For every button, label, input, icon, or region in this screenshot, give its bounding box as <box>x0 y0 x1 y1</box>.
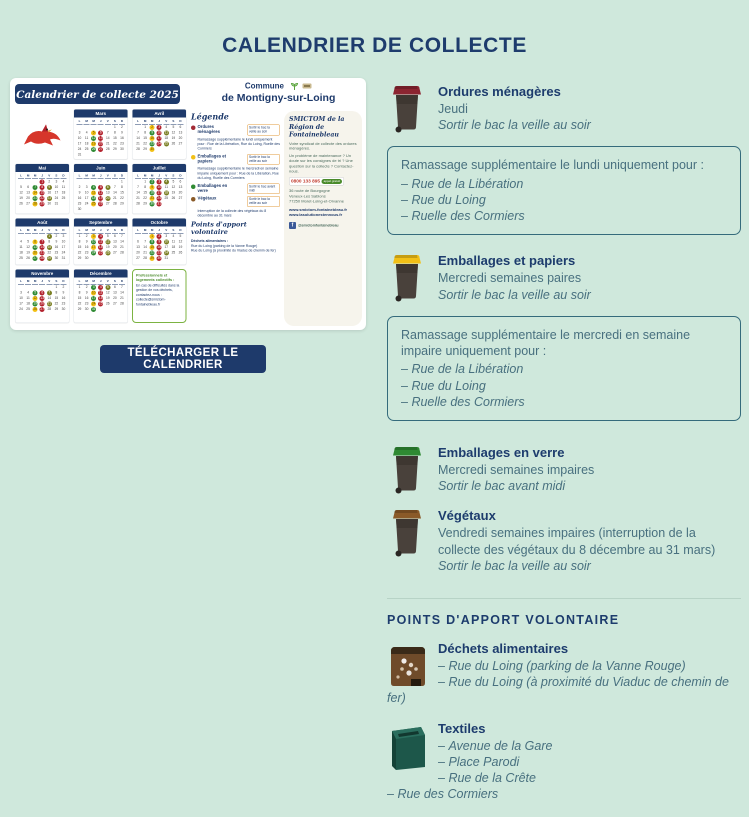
apport-item: – Avenue de la Gare <box>387 738 741 754</box>
facebook-icon: f <box>289 222 296 229</box>
info-box-intro: Ramassage supplémentaire le mercredi en semaine impaire uniquement pour : <box>401 327 691 359</box>
commune-header <box>196 82 361 104</box>
street-item: – Rue de la Libération <box>401 176 727 192</box>
mini-apport-loc2: Rue du Loing (à proximité du Viaduc de chemin de fer) <box>191 249 276 253</box>
apport-item: – Rue du Loing (parking de la Vanne Rouge) <box>387 658 741 674</box>
section-note: Sortir le bac la veille au soir <box>438 558 591 573</box>
legend-note: Sortir le bac la veille au soir <box>247 125 280 136</box>
textile-container-icon <box>387 721 429 773</box>
smictom-panel <box>284 111 362 326</box>
section-vegetaux <box>387 506 741 574</box>
apport-group-dechets-alimentaires <box>387 641 741 707</box>
info-box-lundi <box>387 146 741 235</box>
section-text <box>438 251 591 302</box>
legend-item <box>191 125 280 136</box>
food-waste-container-icon <box>387 641 429 689</box>
legend-note: Sortir le bac avant midi <box>247 183 280 194</box>
legend-label: Ordures ménagères <box>197 124 220 134</box>
info-box-mercredi-impair <box>387 316 741 421</box>
section-schedule: Jeudi <box>438 101 468 116</box>
cardinal-bird-illustration <box>15 109 70 160</box>
section-schedule: Mercredi semaines paires <box>438 271 582 286</box>
download-calendar-button[interactable]: TÉLÉCHARGER LE CALENDRIER <box>100 345 266 373</box>
section-emballages-verre <box>387 443 741 494</box>
legend-item <box>191 183 280 194</box>
commune-name: de Montigny-sur-Loing <box>221 92 336 104</box>
commune-label: Commune <box>244 82 284 91</box>
section-title: Ordures ménagères <box>438 84 561 99</box>
mini-month-juillet: Juillet L M M J V S D 1 2 3 4 5 6 7 8 9 10 11 12 13 14 15 16 17 18 19 20 21 22 23 24 25 26 27 28 29 30 31 <box>132 164 187 215</box>
mini-month-octobre: Octobre L M M J V S D 1 2 3 4 5 6 7 8 9 10 11 12 13 14 15 16 17 18 19 20 21 22 23 24 25 26 27 28 29 30 31 <box>132 218 187 265</box>
mini-month-décembre: Décembre L M M J V S D 1 2 3 4 5 6 7 8 9 10 11 12 13 14 15 16 17 18 19 20 21 22 23 24 25 26 27 28 29 30 31 <box>74 269 129 323</box>
apport-group-title: Déchets alimentaires <box>438 641 569 657</box>
smictom-subtitle: Votre syndicat de collecte des ordures ménagères. <box>289 141 357 151</box>
mini-apport-food: Déchets alimentaires : <box>191 239 229 244</box>
mini-month-août: Août L M M J V S D 1 2 3 4 5 6 7 8 9 10 11 12 13 14 15 16 17 18 19 20 21 22 23 24 25 26 27 28 29 30 31 <box>15 218 70 265</box>
legend-extra-note: Interruption de la collecte des végétaux du 8 décembre au 31 mars <box>197 209 267 218</box>
legend-extra-note: Ramassage supplémentaire le mercredi en semaine impaire uniquement pour : Rue de la Libération, Rue du Loing, Ruelle des Cormiers <box>197 167 279 180</box>
address-line-2: Veneux-Les Sablons <box>289 193 326 199</box>
legend-note: Sortir le bac la veille au soir <box>247 154 280 165</box>
address-line-3: 77250 Moret-Loing-et-Orvanne <box>289 199 344 204</box>
apport-item: – Rue des Cormiers <box>387 786 741 802</box>
mini-month-avril: Avril L M M J V S D 1 2 3 4 5 6 7 8 9 10 11 12 13 14 15 16 17 18 19 20 21 22 23 24 25 26 27 28 29 30 <box>132 109 187 160</box>
bird-icon <box>21 118 64 150</box>
street-item: – Rue de la Libération <box>401 361 727 377</box>
pro-box-title: Professionnels et logements collectifs : <box>136 273 175 282</box>
green-bin-icon <box>387 443 427 494</box>
commune-logos <box>290 82 312 91</box>
legend-item <box>191 196 280 207</box>
smictom-questions: Un problème de maintenance ? Un doute sur les consignes de tri ? Une question sur la collecte ? Contactez-nous. <box>289 153 354 174</box>
pro-info-box <box>132 269 187 323</box>
section-text <box>438 443 594 494</box>
apport-group-title: Textiles <box>438 720 486 736</box>
mini-month-septembre: Septembre L M M J V S D 1 2 3 4 5 6 7 8 9 10 11 12 13 14 15 16 17 18 19 20 21 22 23 24 25 26 27 28 29 30 <box>74 218 129 265</box>
mini-month-mars: Mars L M M J V S D 1 2 3 4 5 6 7 8 9 10 11 12 13 14 15 16 17 18 19 20 21 22 23 24 25 26 27 28 29 30 31 <box>74 109 129 160</box>
brown-bin-icon <box>387 506 427 557</box>
mini-apport-block <box>191 221 280 253</box>
legend-color-dot <box>191 126 196 131</box>
address-line-1: 36 route de Bourgogne <box>289 188 330 194</box>
smictom-name: SMICTOM de la Région de Fontainebleau <box>289 115 345 139</box>
street-item: – Ruelle des Cormiers <box>401 394 727 410</box>
apport-group-textiles <box>387 721 741 803</box>
apport-item: – Place Parodi <box>387 754 741 770</box>
partner-logo-icon <box>302 82 312 90</box>
mini-apport-loc1: Rue du Loing (parking de la Vanne Rouge) <box>191 244 258 248</box>
legend-color-dot <box>191 184 196 189</box>
legend-color-dot <box>191 155 196 160</box>
apport-heading: POINTS D'APPORT VOLONTAIRE <box>387 613 620 628</box>
collection-info-column <box>387 78 741 817</box>
section-emballages-papiers <box>387 251 741 302</box>
section-title: Emballages et papiers <box>438 253 576 269</box>
facebook-handle: @smictomfontainebleau <box>298 223 339 228</box>
legend-item <box>191 154 280 165</box>
legend-column <box>191 110 280 253</box>
yellow-bin-icon <box>387 251 427 302</box>
free-call-badge: appel gratuit <box>323 179 341 183</box>
street-item: – Rue du Loing <box>401 192 727 208</box>
website-1: www.smictom-fontainebleau.fr <box>289 207 348 212</box>
section-divider <box>387 598 741 599</box>
legend-color-dot <box>191 197 196 202</box>
section-note: Sortir le bac avant midi <box>438 479 566 494</box>
red-bin-icon <box>387 82 427 133</box>
website-2: www.lasolutionestennous.fr <box>289 212 343 218</box>
legend-label: Emballages et papiers <box>197 153 227 164</box>
legend-extra-note: Ramassage supplémentaire le lundi uniquement pour : Rue de la Libération, Rue du Loing, Ruelle des Cormiers <box>197 137 280 151</box>
street-item: – Rue du Loing <box>401 378 727 394</box>
apport-item: – Rue de la Crête <box>387 770 741 786</box>
info-box-intro: Ramassage supplémentaire le lundi uniquement pour : <box>401 158 704 173</box>
calendar-ribbon: Calendrier de collecte 2025 <box>15 84 180 104</box>
phone-pill <box>289 177 344 186</box>
pro-box-text: En cas de difficultés dans la gestion de vos déchets, contactez-nous : collecte@smictom-fontainebleau.fr <box>136 284 180 307</box>
legend-label: Emballages en verre <box>197 182 228 193</box>
section-schedule: Vendredi semaines impaires (interruption de la collecte des végétaux du 8 décembre au 31 mars) <box>438 526 716 557</box>
legend-title: Légende <box>191 112 229 122</box>
street-item: – Ruelle des Cormiers <box>401 208 727 224</box>
legend-label: Végétaux <box>197 195 217 201</box>
mini-month-juin: Juin L M M J V S D 1 2 3 4 5 6 7 8 9 10 11 12 13 14 15 16 17 18 19 20 21 22 23 24 25 26 27 28 29 30 <box>74 164 129 215</box>
section-title: Végétaux <box>438 508 496 524</box>
section-schedule: Mercredi semaines impaires <box>438 462 595 477</box>
mini-month-mai: Mai L M M J V S D 1 2 3 4 5 6 7 8 9 10 11 12 13 14 15 16 17 18 19 20 21 22 23 24 25 26 27 28 29 30 31 <box>15 164 70 215</box>
section-ordures-menageres <box>387 82 741 133</box>
section-title: Emballages en verre <box>438 445 565 461</box>
section-text <box>438 506 741 574</box>
sprout-logo-icon <box>290 82 299 91</box>
section-note: Sortir le bac la veille au soir <box>438 287 591 302</box>
legend-note: Sortir le bac la veille au soir <box>247 196 280 207</box>
section-text <box>438 82 591 133</box>
mini-month-novembre: Novembre L M M J V S D 1 2 3 4 5 6 7 8 9 10 11 12 13 14 15 16 17 18 19 20 21 22 23 24 25 26 27 28 29 30 <box>15 269 70 323</box>
page-title: CALENDRIER DE COLLECTE <box>222 34 527 58</box>
section-note: Sortir le bac la veille au soir <box>438 118 591 133</box>
mini-apport-title: Points d'apport volontaire <box>191 221 247 237</box>
calendar-preview-image[interactable] <box>10 78 366 330</box>
phone-number: 0800 133 895 <box>291 178 321 185</box>
mini-months <box>15 109 187 323</box>
calendar-preview-content <box>10 78 366 330</box>
legend-items <box>191 125 280 219</box>
facebook-row <box>289 222 357 229</box>
apport-item: – Rue du Loing (à proximité du Viaduc de chemin de fer) <box>387 674 741 707</box>
